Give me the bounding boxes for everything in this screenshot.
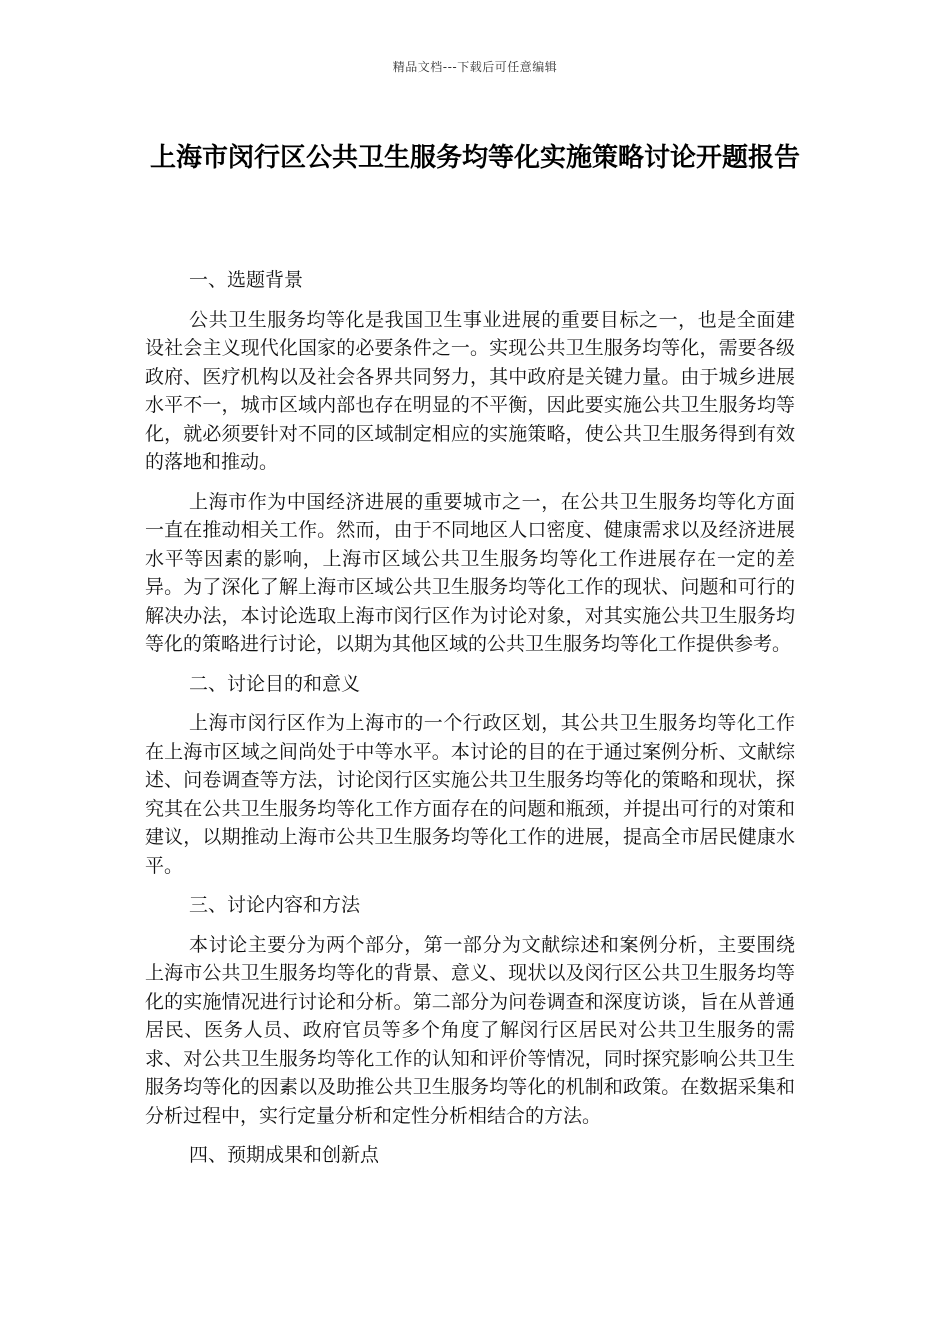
document-title: 上海市闵行区公共卫生服务均等化实施策略讨论开题报告 bbox=[149, 143, 800, 173]
section-heading-purpose: 二、讨论目的和意义 bbox=[189, 672, 361, 695]
paragraph: 公共卫生服务均等化是我国卫生事业进展的重要目标之一，也是全面建设社会主义现代化国家的必要条件之一。实现公共卫生服务均等化，需要各级政府、医疗机构以及社会各界共同努力，其中政府是关键力量。由于城乡进展水平不一，城市区域内部也存在明显的不平衡，因此要实施公共卫生服务均等化，就必须要针对不同的区域制定相应的实施策略，使公共卫生服务得到有效的落地和推动。 bbox=[145, 308, 795, 473]
section-heading-content-methods: 三、讨论内容和方法 bbox=[189, 894, 361, 916]
section-heading-background: 一、选题背景 bbox=[189, 269, 304, 291]
section-heading-expected-results: 四、预期成果和创新点 bbox=[189, 1144, 380, 1166]
paragraph: 本讨论主要分为两个部分，第一部分为文献综述和案例分析，主要围绕上海市公共卫生服务均等化的背景、意义、现状以及闵行区公共卫生服务均等化的实施情况进行讨论和分析。第二部分为问卷调查和深度访谈，旨在从普通居民、医务人员、政府官员等多个角度了解闵行区居民对公共卫生服务的需求、对公共卫生服务均等化工作的认知和评价等情况，同时探究影响公共卫生服务均等化的因素以及助推公共卫生服务均等化的机制和政策。在数据采集和分析过程中，实行定量分析和定性分析相结合的方法。 bbox=[145, 933, 795, 1127]
paragraph: 上海市作为中国经济进展的重要城市之一，在公共卫生服务均等化方面一直在推动相关工作。然而，由于不同地区人口密度、健康需求以及经济进展水平等因素的影响，上海市区域公共卫生服务均等化工作进展存在一定的差异。为了深化了解上海市区域公共卫生服务均等化工作的现状、问题和可行的解决办法，本讨论选取上海市闵行区作为讨论对象，对其实施公共卫生服务均等化的策略进行讨论，以期为其他区域的公共卫生服务均等化工作提供参考。 bbox=[145, 490, 795, 655]
header-note: 精品文档---下载后可任意编辑 bbox=[392, 60, 558, 74]
document-body bbox=[145, 266, 795, 1181]
paragraph: 上海市闵行区作为上海市的一个行政区划，其公共卫生服务均等化工作在上海市区域之间尚处于中等水平。本讨论的目的在于通过案例分析、文献综述、问卷调查等方法，讨论闵行区实施公共卫生服务均等化的策略和现状，探究其在公共卫生服务均等化工作方面存在的问题和瓶颈，并提出可行的对策和建议，以期推动上海市公共卫生服务均等化工作的进展，提高全市居民健康水平。 bbox=[145, 712, 795, 877]
